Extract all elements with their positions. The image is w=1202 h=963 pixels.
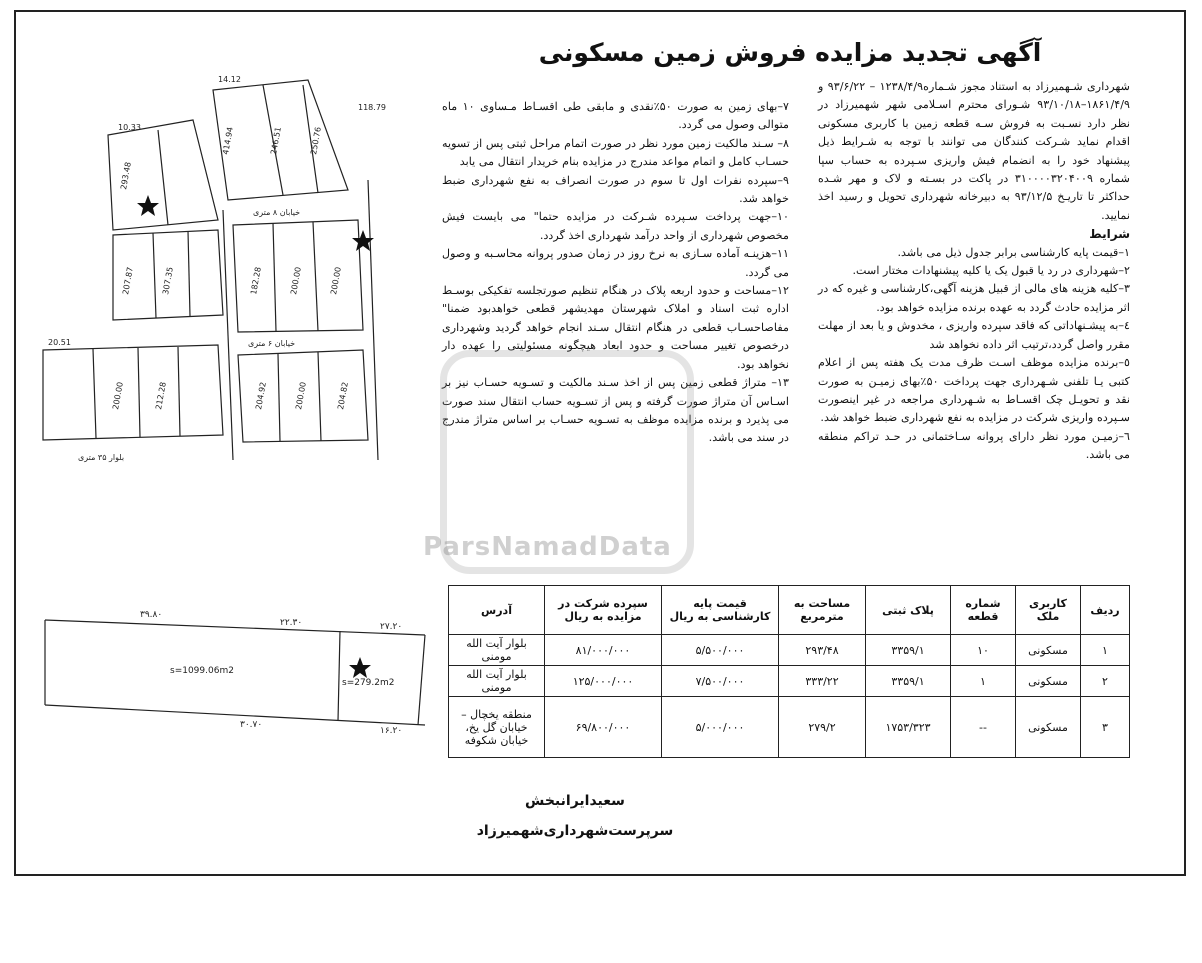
plot-divider xyxy=(93,349,96,438)
watermark-text: ParsNamadData xyxy=(423,532,672,562)
strip-dim-label: ۲۲.۳۰ xyxy=(280,618,303,628)
table-cell: ۳۳۳/۲۲ xyxy=(779,666,866,697)
plot-divider xyxy=(278,354,280,441)
strip-dim-label: ۳۹.۸۰ xyxy=(140,610,163,620)
table-cell: ۱۲۵/۰۰۰/۰۰۰ xyxy=(545,666,662,697)
plot-dim-label: 118.79 xyxy=(358,103,386,112)
table-row xyxy=(449,666,1130,697)
plot-divider xyxy=(178,347,180,436)
table-cell: مسکونی xyxy=(1016,697,1081,758)
map-street-label: خیابان ۶ متری xyxy=(248,339,296,348)
plot-area-label: 182.28 xyxy=(249,266,263,296)
strip-edge xyxy=(418,635,425,725)
table-cell: ۸۱/۰۰۰/۰۰۰ xyxy=(545,635,662,666)
road-line xyxy=(368,180,378,460)
condition-item: ۹–سپرده نفرات اول تا سوم در صورت انصراف به نفع شهرداری ضبط خواهد شد. xyxy=(442,173,789,206)
plot-area-label: 246.51 xyxy=(269,126,283,156)
strip-dim-label: ۲۷.۲۰ xyxy=(380,622,403,632)
plot-area-label: 204.92 xyxy=(254,381,268,411)
table-cell: ۲ xyxy=(1081,666,1130,697)
plot-divider xyxy=(138,348,140,437)
strip-edge xyxy=(45,705,425,725)
plot-area-label: 204.82 xyxy=(336,381,350,411)
road-line xyxy=(223,210,233,460)
table-cell: ۲۹۳/۴۸ xyxy=(779,635,866,666)
conditions-heading: شرایط xyxy=(1089,227,1130,242)
table-row xyxy=(449,635,1130,666)
condition-item: ۱۱–هزینـه آماده سـازی به نرخ روز در زمان صدور پروانه محاسـبه و وصول می گردد. xyxy=(442,247,789,279)
table-cell: ۳ xyxy=(1081,697,1130,758)
table-header-cell: پلاک ثبتی xyxy=(866,586,951,635)
table-cell: مسکونی xyxy=(1016,635,1081,666)
signatory-name: سعیدایرانبخش xyxy=(525,793,625,809)
table-cell: مسکونی xyxy=(1016,666,1081,697)
table-cell: بلوار آیت الله مومنی xyxy=(449,635,545,666)
star-marker-icon xyxy=(137,195,159,216)
condition-item: ٥–برنده مزایده موظف اسـت ظرف مدت یک هفته پس از اعلام کتبی یـا تلفنی شـهرداری جهت پرداخت ۵۰٪بهای زمیـن به صورت نقد و تحویـل چک اقسـاط به شـهرداری مراجعه در غیر اینصورت سـپرده واریزی شرکت در مزایده به نفع شهرداری ضبط خواهد شد. xyxy=(818,356,1130,425)
plot-area-label: 293.48 xyxy=(119,161,133,191)
table-header-cell: سپرده شرکت در مزایده به ریال xyxy=(545,586,662,635)
condition-item: ٤–به پیشـنهاداتی که فاقد سپرده واریزی ، مخدوش و یا بعد از مهلت مقرر واصل گردد،ترتیب اثر داده نخواهد شد xyxy=(818,319,1130,351)
table-header-cell: شماره قطعه xyxy=(951,586,1016,635)
table-cell: منطقه یخچال – خیابان گل یخ، خیابان شکوفه xyxy=(449,697,545,758)
plot-divider xyxy=(158,130,168,225)
plot-area-label: 250.76 xyxy=(309,126,323,156)
table-cell: ۲۷۹/۲ xyxy=(779,697,866,758)
plot-dim-label: 14.12 xyxy=(218,75,241,84)
auction-table xyxy=(448,585,1130,758)
plot-area-label: 212.28 xyxy=(154,381,168,411)
condition-item: ٦–زمیـن مورد نظر دارای پروانه سـاختمانی در حـد تراکم منطقه می باشد. xyxy=(818,429,1130,462)
plot-divider xyxy=(313,222,318,331)
table-cell: ۱۷۵۳/۳۲۳ xyxy=(866,697,951,758)
map-street-label: بلوار ۳۵ متری xyxy=(78,453,125,462)
plot-area-label: 307.35 xyxy=(161,266,175,296)
page-title: آگهی تجدید مزایده فروش زمین مسکونی xyxy=(538,38,1042,67)
plot-area-label: 200.00 xyxy=(111,381,125,411)
signatory-role: سرپرست‌شهرداری‌شهمیرزاد xyxy=(476,823,674,839)
condition-item: ۱۰–جهت پرداخت سـپرده شـرکت در مزایده حتما" می بایست فیش مخصوص شهرداری از واحد درآمد شهرداری اخذ گردد. xyxy=(442,210,789,242)
plot-divider xyxy=(153,233,156,318)
intro-paragraph: شهرداری شـهمیرزاد به استناد مجوز شـماره۱۲۳۸/۴/۹ – ۹۳/۶/۲۲ و ۱۸۶۱/۴/۹–۹۳/۱۰/۱۸ شـورای محترم اسـلامی شهر شهمیرزاد در نظر دارد نسـبت به فروش سـه قطعه زمین با کاربری مسکونی اقدام نماید شـرکت کنندگان می توانند با توجه به شـرایط ذیل پیشنهاد خود را به انضمام فیش واریزی سـپرده به حساب سپا شماره ۳۱۰۰۰۰۳۲۰۴۰۰۹ در پاکت در بسـته و لاک و مهر شـده حداکثر تا تاریـخ ۹۳/۱۲/۵ به دبیرخانه شهرداری تحویل و رسید اخذ نمایید. xyxy=(818,80,1130,222)
table-cell: ۵/۰۰۰/۰۰۰ xyxy=(662,697,779,758)
table-header-cell: آدرس xyxy=(449,586,545,635)
plot-area-label: 200.00 xyxy=(329,266,343,296)
plot-area-label: 207.87 xyxy=(121,266,135,296)
plot-dim-label: 10.33 xyxy=(118,123,141,132)
strip-dim-label: ۳۰.۷۰ xyxy=(240,720,263,730)
condition-item: ۱–قیمت پایه کارشناسی برابر جدول ذیل می باشد. xyxy=(897,245,1130,259)
table-header-cell: مساحت به مترمربع xyxy=(779,586,866,635)
plot-divider xyxy=(273,223,276,331)
plot-divider xyxy=(318,352,321,441)
table-cell: ۳۳۵۹/۱ xyxy=(866,635,951,666)
signature-block xyxy=(450,786,700,846)
plot-divider xyxy=(188,231,190,316)
condition-item: ۸– سـند مالکیت زمین مورد نظر در صورت اتمام مراحل ثبتی پس از تسویه حسـاب کامل و اتمام مواعد مندرج در مزایده بنام خریدار انتقال می یابد xyxy=(442,136,789,169)
strip-edge xyxy=(45,620,425,635)
table-cell: ۱۰ xyxy=(951,635,1016,666)
condition-item: ۷–بهای زمین به صورت ۵۰٪نقدی و مابقی طی اقسـاط مـساوی ۱۰ ماه متوالی وصول می گردد. xyxy=(442,100,790,132)
map-street-label: خیابان ۸ متری xyxy=(253,208,301,217)
plot-map xyxy=(18,60,438,480)
table-cell: ۳۳۵۹/۱ xyxy=(866,666,951,697)
condition-item: ۱۳– متراژ قطعی زمین پس از اخذ سـند مالکیت و تسـویه حسـاب نیز بر اسـاس آن متراژ صورت گرفته و پس از تسـویه حساب انتقال سند صورت می پذیرد و برنده مزایده موظف به تسـویه حسـاب بر اساس متراژ مندرج در سند می باشد. xyxy=(442,376,789,445)
table-header-cell: کاربری ملک xyxy=(1016,586,1081,635)
table-cell: بلوار آیت الله مومنی xyxy=(449,666,545,697)
table-cell: ۶۹/۸۰۰/۰۰۰ xyxy=(545,697,662,758)
strip-divider xyxy=(338,631,340,721)
strip-dim-label: ۱۶.۲۰ xyxy=(380,726,403,735)
condition-item: ۱۲–مساحت و حدود اربعه پلاک در هنگام تنظیم صورتجلسه تفکیکی بوسـط اداره ثبت اسناد و املاک شهرستان مهدیشهر قطعی خواهدبود ضمنا" مفاصاحسـاب قطعی در هنگام انتقال سـند انجام خواهد گردید وشهرداری درخصوص تغییر مساحت و حدود ابعاد هیچگونه مسئولیتی را عهده دار نخواهد بود. xyxy=(442,284,789,371)
plot-area-label: 200.00 xyxy=(289,266,303,296)
condition-item: ۲–شهرداری در رد یا قبول یک یا کلیه پیشنهادات مختار است. xyxy=(852,264,1130,278)
table-cell: ۱ xyxy=(951,666,1016,697)
plot-area-label: 414.94 xyxy=(221,126,235,156)
plot-area-label: 200.00 xyxy=(294,381,308,411)
table-row xyxy=(449,697,1130,758)
strip-area-label: s=279.2m2 xyxy=(342,678,395,688)
table-cell: ۵/۵۰۰/۰۰۰ xyxy=(662,635,779,666)
table-header-cell: قیمت پایه کارشناسی به ریال xyxy=(662,586,779,635)
condition-item: ۳–کلیه هزینه های مالی از قبیل هزینه آگهی،کارشناسی و غیره که در اثر مزایده حادث گردد به عهده برنده مزایده خواهد بود. xyxy=(818,282,1130,314)
plot-dim-label: 20.51 xyxy=(48,338,71,347)
strip-area-label: s=1099.06m2 xyxy=(170,666,234,676)
table-cell: ۱ xyxy=(1081,635,1130,666)
strip-map xyxy=(40,565,430,735)
star-marker-icon xyxy=(349,657,371,678)
plot-polygon xyxy=(43,345,223,440)
intro-column xyxy=(818,78,1130,465)
table-header-row xyxy=(449,586,1130,635)
table-cell: ۷/۵۰۰/۰۰۰ xyxy=(662,666,779,697)
table-cell: -- xyxy=(951,697,1016,758)
table-header-cell: ردیف xyxy=(1081,586,1130,635)
